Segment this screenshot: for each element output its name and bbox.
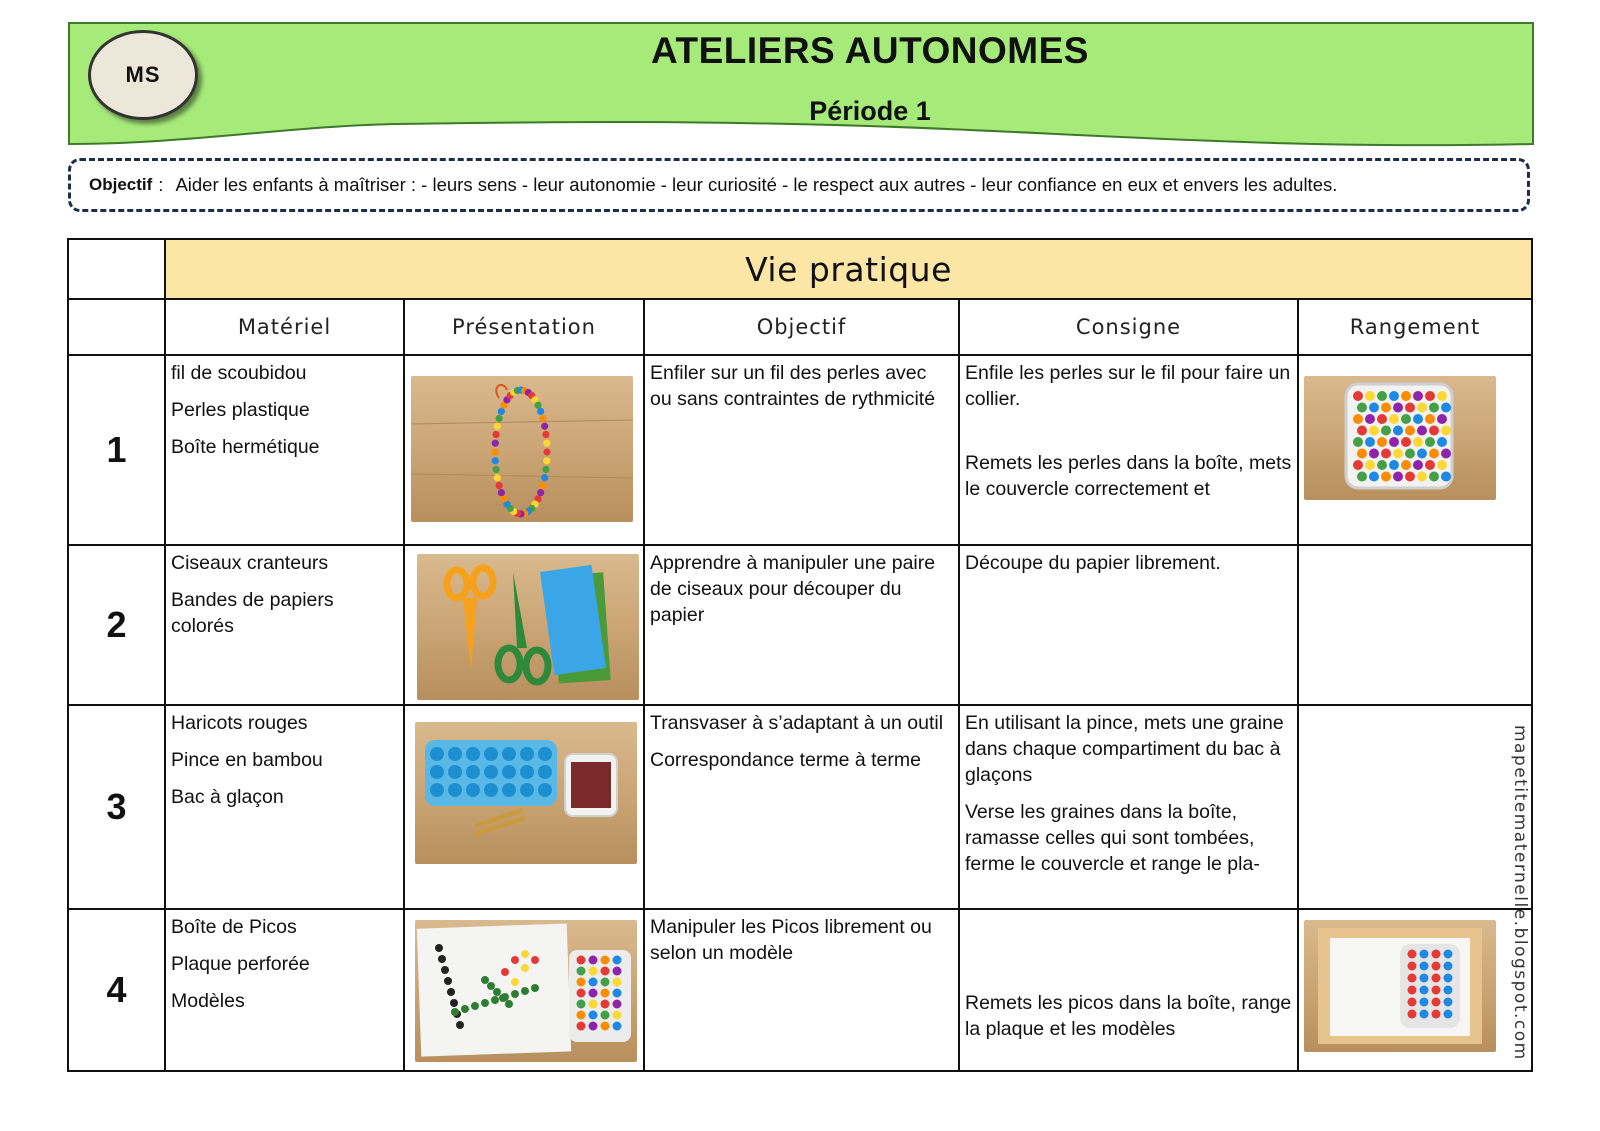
storage-cell-empty — [1298, 705, 1532, 909]
period-subtitle: Période 1 — [809, 96, 931, 126]
objective-cell — [644, 705, 959, 909]
consigne-cell — [959, 705, 1298, 909]
objective-cell — [644, 545, 959, 705]
materials-cell — [165, 705, 404, 909]
table-row — [68, 545, 1532, 705]
column-header-objectif: Objectif — [644, 299, 959, 355]
section-title: Vie pratique — [165, 239, 1532, 299]
level-badge-text: MS — [125, 62, 161, 87]
objective-item: Manipuler les Picos librement ou selon un modèle — [650, 916, 932, 964]
material-item: Ciseaux cranteurs — [171, 552, 329, 574]
objective-item: Enfiler sur un fil des perles avec ou sans contraintes de rythmicité — [650, 362, 936, 410]
page-title: ATELIERS AUTONOMES — [651, 30, 1089, 71]
storage-cell-empty — [1298, 545, 1532, 705]
table-row — [68, 705, 1532, 909]
materials-cell — [165, 355, 404, 545]
material-item: Modèles — [171, 990, 245, 1012]
consigne-item: Remets les picos dans la boîte, range la plaque et les modèles — [965, 992, 1292, 1040]
storage-cell — [1298, 355, 1532, 545]
consigne-item: Découpe du papier librement. — [965, 552, 1221, 574]
bead-necklace-photo — [411, 376, 633, 522]
materials-cell — [165, 545, 404, 705]
presentation-cell — [404, 705, 644, 909]
level-badge — [88, 30, 198, 120]
corner-cell — [68, 299, 165, 355]
material-item: Haricots rouges — [171, 712, 308, 734]
objective-item: Apprendre à manipuler une paire de ciseaux pour découper du papier — [650, 552, 936, 626]
column-header-rangement: Rangement — [1298, 299, 1532, 355]
material-item: Bac à glaçon — [171, 786, 284, 808]
workshop-table — [67, 238, 1533, 1072]
material-item: Perles plastique — [171, 399, 310, 421]
row-number: 2 — [68, 545, 165, 705]
objective-cell — [644, 355, 959, 545]
objective-box — [68, 158, 1530, 212]
consigne-item: Enfile les perles sur le fil pour faire un collier. — [965, 362, 1291, 410]
column-header-materiel: Matériel — [165, 299, 404, 355]
presentation-cell — [404, 909, 644, 1071]
material-item: fil de scoubidou — [171, 362, 307, 384]
objective-item: Correspondance terme à terme — [650, 749, 921, 771]
row-number: 3 — [68, 705, 165, 909]
consigne-item: Verse les graines dans la boîte, ramasse celles qui sont tombées, ferme le couvercle et range le pla- — [965, 801, 1260, 875]
bead-box-photo — [1304, 376, 1496, 500]
scissors-paper-photo — [417, 554, 639, 700]
column-header-presentation: Présentation — [404, 299, 644, 355]
table-row — [68, 355, 1532, 545]
material-item: Boîte hermétique — [171, 436, 320, 458]
ice-tray-beans-photo — [415, 722, 637, 864]
consigne-item: En utilisant la pince, mets une graine dans chaque compartiment du bac à glaçons — [965, 712, 1284, 786]
objective-label: Objectif — [89, 175, 153, 194]
consigne-cell — [959, 909, 1298, 1071]
materials-cell — [165, 909, 404, 1071]
row-number: 1 — [68, 355, 165, 545]
presentation-cell — [404, 545, 644, 705]
picos-tray-photo — [1304, 920, 1496, 1052]
presentation-cell — [404, 355, 644, 545]
column-header-row — [68, 299, 1532, 355]
picos-board-photo — [415, 920, 637, 1062]
row-number: 4 — [68, 909, 165, 1071]
objective-item: Transvaser à s’adaptant à un outil — [650, 712, 944, 734]
objective-cell — [644, 909, 959, 1071]
storage-cell — [1298, 909, 1532, 1071]
consigne-cell — [959, 355, 1298, 545]
material-item: Plaque perforée — [171, 953, 310, 975]
material-item: Boîte de Picos — [171, 916, 297, 938]
table-row — [68, 909, 1532, 1071]
consigne-item: Remets les perles dans la boîte, mets le couvercle correctement et — [965, 452, 1292, 500]
section-row — [68, 239, 1532, 299]
site-credit: mapetitematernelle.blogspot.com — [1510, 725, 1530, 1061]
corner-cell — [68, 239, 165, 299]
column-header-consigne: Consigne — [959, 299, 1298, 355]
objective-text: Aider les enfants à maîtriser : - leurs sens - leur autonomie - leur curiosité - le respect aux autres - leur confiance en eux et envers les adultes. — [175, 174, 1338, 195]
material-item: Pince en bambou — [171, 749, 323, 771]
material-item: Bandes de papiers colorés — [171, 589, 334, 637]
consigne-cell — [959, 545, 1298, 705]
objective-separator: : — [158, 174, 164, 195]
